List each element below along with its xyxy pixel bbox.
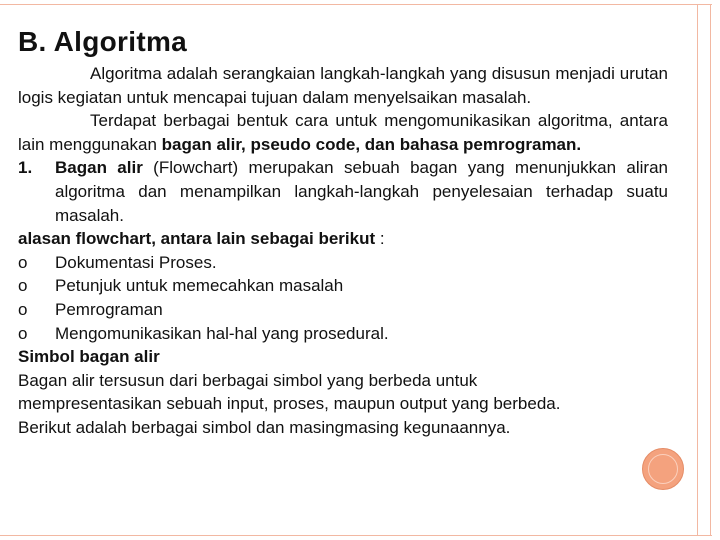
- list-item-text: Dokumentasi Proses.: [55, 252, 217, 272]
- symbols-paragraph: Bagan alir tersusun dari berbagai simbol yang berbeda untuk mempresentasikan sebuah input, proses, maupun output yang berbeda. Berikut adalah berbagai simbol dan masingmasing kegunaannya.: [18, 370, 561, 437]
- slide-content: [18, 62, 668, 440]
- item-body: [55, 156, 668, 227]
- frame-bottom-line: [0, 535, 712, 536]
- list-item-text: Pemrograman: [55, 299, 163, 319]
- bullet-mark: o: [18, 252, 28, 272]
- numbered-item-flowchart: [18, 156, 668, 227]
- reasons-heading-line: [18, 227, 668, 251]
- bullet-mark: o: [18, 276, 28, 296]
- list-item-text: Mengomunikasikan hal-hal yang prosedural.: [55, 323, 389, 343]
- list-item: [18, 322, 668, 346]
- reasons-heading: alasan flowchart, antara lain sebagai berikut: [18, 229, 376, 249]
- list-item-text: Petunjuk untuk memecahkan masalah: [55, 276, 344, 296]
- frame-right-border: [697, 4, 711, 536]
- frame-top-line: [0, 4, 712, 5]
- intro-paragraph-2: [18, 109, 668, 156]
- item-text: (Flowchart) merupakan sebuah bagan yang menunjukkan aliran algoritma dan menampilkan langkah-langkah penyelesaian terhadap suatu masalah.: [55, 158, 668, 225]
- reasons-colon: :: [375, 229, 385, 249]
- slide-title: B. Algoritma: [18, 26, 188, 57]
- list-item: [18, 274, 668, 298]
- list-item: [18, 251, 668, 275]
- bullet-mark: o: [18, 323, 28, 343]
- list-item: [18, 298, 668, 322]
- item-term: Bagan alir: [55, 158, 143, 178]
- intro-paragraph-1: Algoritma adalah serangkaian langkah-langkah yang disusun menjadi urutan logis kegiatan untuk mencapai tujuan dalam menyelsaikan masalah.: [18, 64, 668, 107]
- intro-paragraph-2-bold: bagan alir, pseudo code, dan bahasa pemrograman.: [161, 134, 582, 154]
- symbols-heading: Simbol bagan alir: [18, 347, 160, 367]
- decorative-circle: [642, 448, 684, 490]
- intro-paragraph-2-text: Terdapat berbagai bentuk cara untuk mengomunikasikan algoritma, antara lain menggunakan: [18, 111, 668, 154]
- bullet-mark: o: [18, 299, 28, 319]
- item-number: 1.: [18, 158, 33, 178]
